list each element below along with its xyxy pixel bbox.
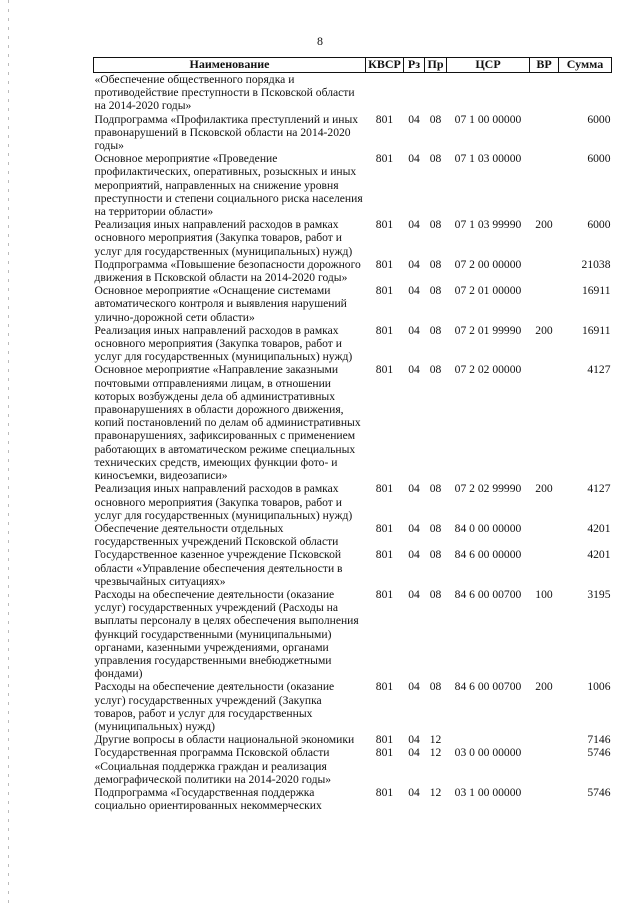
cell-rz: 04: [408, 587, 420, 601]
cell-kvsr: 801: [375, 587, 394, 601]
budget-table: [93, 57, 612, 812]
cell-name: Расходы на обеспечение деятельности (оказание услуг) государственных учреждений (Расходы на выплаты персоналу в целях обеспечения выполнения функций государственными (муниципальными) органами, казенными учреждениями, органами управления государственными внебюджетными фондами): [94, 587, 359, 681]
cell-kvsr: 801: [375, 521, 394, 535]
cell-pr: 08: [429, 284, 442, 298]
cell-csr: 07 1 00 00000: [454, 112, 522, 126]
cell-pr: 08: [429, 218, 442, 232]
header-vr: ВР: [530, 58, 559, 73]
cell-vr: 200: [535, 482, 553, 496]
table-row: [94, 746, 612, 786]
cell-sum: 6000: [587, 218, 611, 232]
cell-sum: [559, 73, 612, 113]
table-row: [94, 73, 612, 113]
cell-pr: 08: [429, 521, 442, 535]
cell-vr: 200: [535, 323, 553, 337]
table-row: [94, 363, 612, 482]
cell-rz: 04: [408, 521, 420, 535]
cell-sum: 1006: [587, 680, 611, 694]
header-rz: Рз: [404, 58, 425, 73]
header-sum: Сумма: [559, 58, 612, 73]
cell-sum: 4127: [587, 482, 611, 496]
cell-vr: 100: [535, 587, 553, 601]
header-kvsr: КВСР: [366, 58, 404, 73]
cell-csr: 84 6 00 00000: [454, 548, 522, 562]
cell-rz: 04: [408, 363, 420, 377]
cell-vr: [530, 113, 559, 153]
cell-kvsr: 801: [375, 548, 394, 562]
scan-edge: [8, 0, 9, 905]
cell-pr: 08: [429, 363, 442, 377]
cell-kvsr: 801: [375, 218, 394, 232]
cell-csr: 84 6 00 00700: [454, 680, 522, 694]
cell-name: Подпрограмма «Повышение безопасности дорожного движения в Псковской области на 2014-2020 годы»: [94, 257, 361, 285]
table-row: [94, 588, 612, 680]
cell-rz: 04: [408, 284, 420, 298]
table-row: [94, 680, 612, 733]
table-row: [94, 284, 612, 324]
cell-name: Основное мероприятие «Проведение профилактических, оперативных, розыскных и иных мероприятий, направленных на снижение уровня преступности и степени социального риска населения на территории области»: [94, 152, 363, 219]
cell-sum: 6000: [587, 112, 611, 126]
cell-pr: 08: [429, 152, 442, 166]
cell-sum: 21038: [581, 257, 611, 271]
cell-kvsr: [366, 73, 404, 113]
table-row: [94, 218, 612, 258]
cell-csr: 84 0 00 00000: [454, 521, 522, 535]
cell-name: Государственная программа Псковской области «Социальная поддержка граждан и реализация демографической политики на 2014-2020 годы»: [94, 746, 332, 786]
cell-rz: 04: [408, 746, 420, 760]
cell-pr: 08: [429, 548, 442, 562]
table-row: [94, 522, 612, 548]
cell-rz: 04: [408, 323, 420, 337]
cell-rz: 04: [408, 257, 420, 271]
cell-name: Основное мероприятие «Направление заказными почтовыми отправлениями лицам, в отношении которых возбуждены дела об административных правонарушениях в области дорожного движения, копий постановлений по делам об административных правонарушениях, зафиксированных с применением работающих в автоматическом режиме специальных технических средств, имеющих функции фото- и киносъемки, видеозаписи»: [94, 363, 361, 483]
cell-vr: [530, 548, 559, 588]
cell-pr: 08: [429, 680, 442, 694]
cell-pr: 12: [429, 785, 442, 799]
cell-pr: 08: [429, 257, 442, 271]
cell-rz: 04: [408, 112, 420, 126]
cell-sum: 16911: [581, 284, 611, 298]
cell-vr: [530, 152, 559, 218]
cell-kvsr: 801: [375, 112, 394, 126]
table-row: [94, 324, 612, 364]
cell-vr: 200: [535, 680, 553, 694]
cell-pr: 12: [429, 746, 442, 760]
cell-rz: 04: [408, 548, 420, 562]
cell-sum: 5746: [587, 746, 611, 760]
cell-vr: 200: [535, 218, 553, 232]
cell-name: «Обеспечение общественного порядка и противодействие преступности в Псковской области на 2014-2020 годы»: [94, 73, 355, 113]
table-row: [94, 482, 612, 522]
cell-sum: 6000: [587, 152, 611, 166]
cell-csr: 07 2 00 00000: [454, 257, 522, 271]
cell-vr: [530, 258, 559, 284]
cell-pr: 12: [429, 733, 442, 747]
cell-rz: [404, 73, 425, 113]
cell-rz: 04: [408, 733, 420, 747]
cell-csr: 07 1 03 99990: [454, 218, 522, 232]
cell-csr: [447, 733, 530, 746]
table-row: [94, 258, 612, 284]
cell-vr: [530, 73, 559, 113]
table-row: [94, 113, 612, 153]
table-row: [94, 786, 612, 812]
cell-name: Реализация иных направлений расходов в рамках основного мероприятия (Закупка товаров, работ и услуг для государственных (муниципальных) нужд): [94, 218, 353, 258]
table-row: [94, 548, 612, 588]
cell-name: Подпрограмма «Государственная поддержка социально ориентированных некоммерческих: [94, 785, 322, 813]
cell-kvsr: 801: [375, 363, 394, 377]
cell-csr: 03 0 00 00000: [454, 746, 522, 760]
cell-rz: 04: [408, 680, 420, 694]
cell-kvsr: 801: [375, 152, 394, 166]
cell-rz: 04: [408, 218, 420, 232]
cell-vr: [530, 363, 559, 482]
cell-vr: [530, 733, 559, 746]
cell-pr: 08: [429, 482, 442, 496]
cell-vr: [530, 522, 559, 548]
cell-sum: 16911: [581, 323, 611, 337]
cell-kvsr: 801: [375, 680, 394, 694]
cell-name: Другие вопросы в области национальной экономики: [94, 733, 355, 747]
cell-sum: 4201: [587, 521, 611, 535]
cell-pr: 08: [429, 587, 442, 601]
header-pr: Пр: [425, 58, 447, 73]
header-csr: ЦСР: [447, 58, 530, 73]
cell-pr: [425, 73, 447, 113]
cell-csr: 07 2 01 00000: [454, 284, 522, 298]
cell-kvsr: 801: [375, 284, 394, 298]
table-row: [94, 152, 612, 218]
page-number: 8: [317, 34, 323, 48]
cell-sum: 5746: [587, 785, 611, 799]
cell-csr: 03 1 00 00000: [454, 785, 522, 799]
cell-kvsr: 801: [375, 733, 394, 747]
cell-name: Обеспечение деятельности отдельных государственных учреждений Псковской области: [94, 521, 339, 549]
cell-name: Основное мероприятие «Оснащение системами автоматического контроля и выявления нарушений улично-дорожной сети области»: [94, 284, 347, 324]
cell-name: Подпрограмма «Профилактика преступлений и иных правонарушений в Псковской области на 2014-2020 годы»: [94, 112, 359, 153]
cell-rz: 04: [408, 785, 420, 799]
table-header-row: [94, 58, 612, 73]
cell-csr: 84 6 00 00700: [454, 587, 522, 601]
cell-rz: 04: [408, 152, 420, 166]
header-name: Наименование: [94, 58, 366, 73]
cell-csr: 07 2 02 99990: [454, 482, 522, 496]
cell-kvsr: 801: [375, 482, 394, 496]
cell-pr: 08: [429, 112, 442, 126]
cell-kvsr: 801: [375, 257, 394, 271]
cell-vr: [530, 746, 559, 786]
cell-sum: 4201: [587, 548, 611, 562]
cell-kvsr: 801: [375, 785, 394, 799]
cell-csr: 07 2 01 99990: [454, 323, 522, 337]
cell-csr: 07 2 02 00000: [454, 363, 522, 377]
cell-kvsr: 801: [375, 746, 394, 760]
cell-rz: 04: [408, 482, 420, 496]
cell-kvsr: 801: [375, 323, 394, 337]
cell-sum: 7146: [587, 733, 611, 747]
cell-sum: 4127: [587, 363, 611, 377]
table-body: [94, 73, 612, 813]
cell-csr: [447, 73, 530, 113]
cell-name: Государственное казенное учреждение Псковской области «Управление обеспечения деятельности в чрезвычайных ситуациях»: [94, 548, 343, 588]
cell-pr: 08: [429, 323, 442, 337]
cell-name: Расходы на обеспечение деятельности (оказание услуг) государственных учреждений (Закупка товаров, работ и услуг для государственных (муниципальных) нужд): [94, 680, 335, 733]
cell-sum: 3195: [587, 587, 611, 601]
cell-vr: [530, 284, 559, 324]
table-row: [94, 733, 612, 746]
cell-name: Реализация иных направлений расходов в рамках основного мероприятия (Закупка товаров, работ и услуг для государственных (муниципальных) нужд): [94, 323, 353, 364]
cell-csr: 07 1 03 00000: [454, 152, 522, 166]
cell-vr: [530, 786, 559, 812]
cell-name: Реализация иных направлений расходов в рамках основного мероприятия (Закупка товаров, работ и услуг для государственных (муниципальных) нужд): [94, 482, 353, 522]
